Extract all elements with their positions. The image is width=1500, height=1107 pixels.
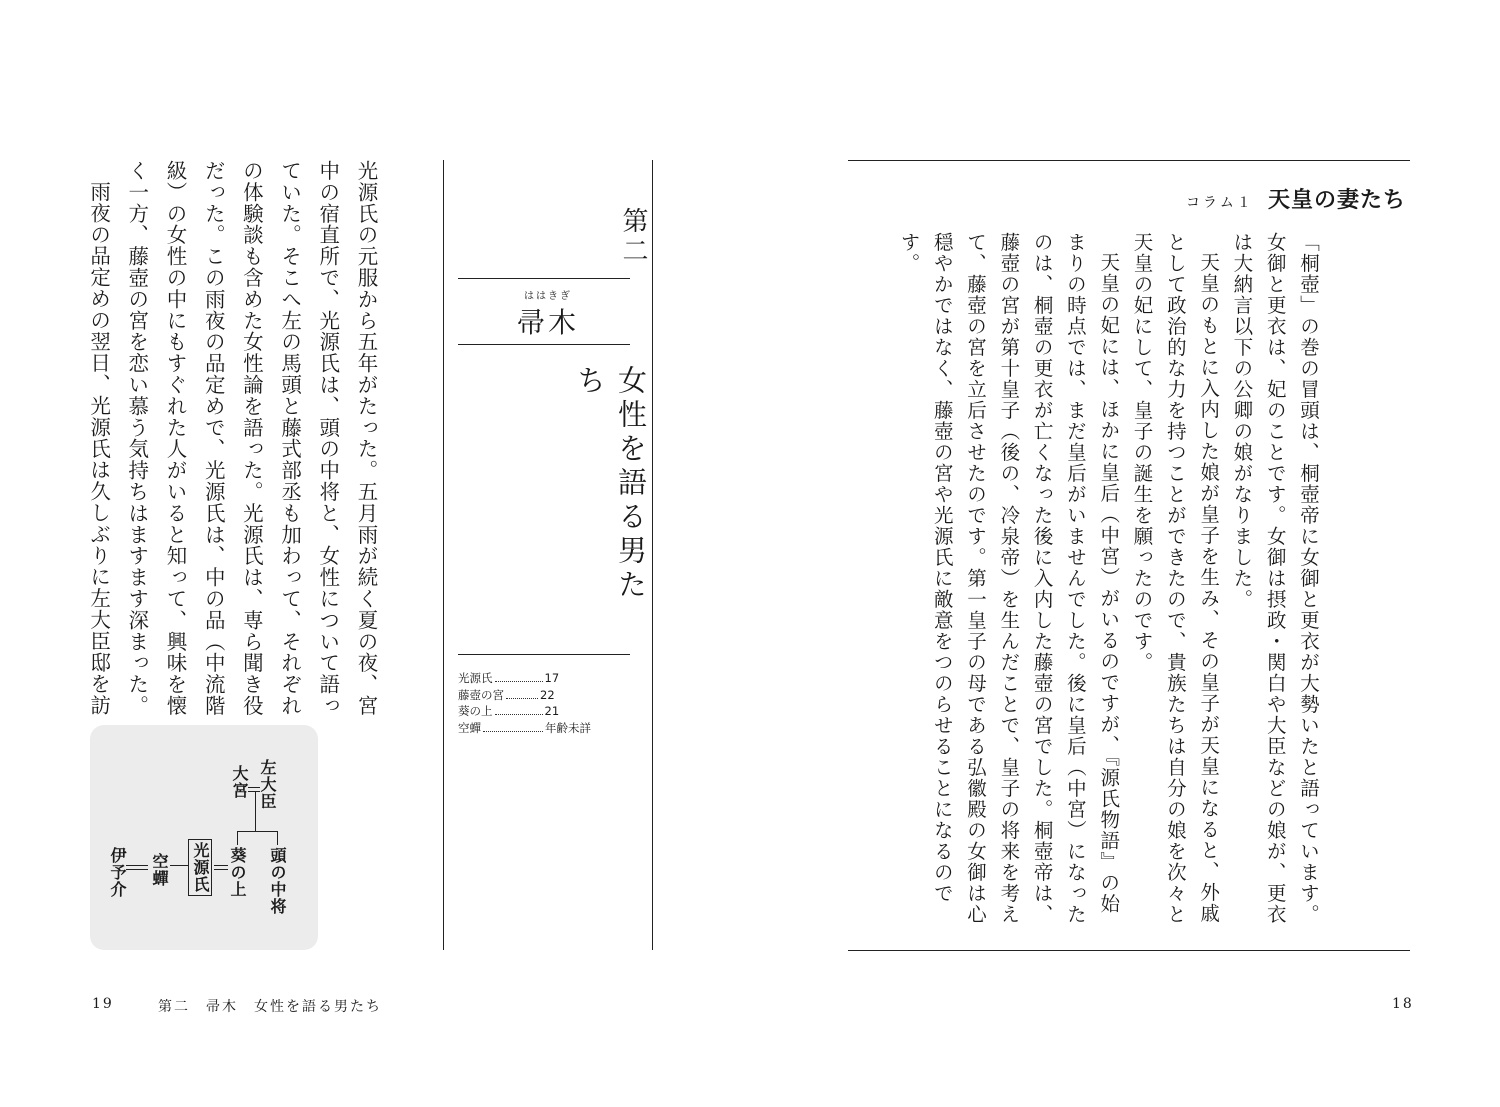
chapter-number: 第二: [618, 207, 648, 267]
character-age: 17: [544, 671, 560, 685]
tree-marriage-line: [248, 787, 260, 792]
chapter-subtitle: 女性を語る男たち: [573, 365, 648, 603]
tree-link-utsusemi: [170, 865, 188, 866]
running-head: 第二 帚木 女性を語る男たち: [158, 999, 382, 1015]
tree-sibling-line: [237, 831, 277, 832]
tree-node-left-minister: 左大臣: [258, 759, 277, 810]
story-body: [70, 160, 385, 720]
tree-branch-chujo: [277, 831, 278, 845]
character-age: 22: [540, 687, 555, 702]
column-paragraph-2: 天皇のもとに入内した娘が皇子を生み、その皇子が天皇になると、外戚として政治的な力を持つことができたので、貴族たちは自分の娘を次々と天皇の妃にして、皇子の誕生を願ったのです。: [1130, 232, 1221, 925]
tree-node-to-no-chujo: 頭の中将: [268, 847, 287, 915]
story-paragraph-2: 雨夜の品定めの翌日、光源氏は久しぶりに左大臣邸を訪: [86, 180, 111, 716]
character-age: 21: [544, 704, 560, 718]
character-age: 年齢未詳: [545, 720, 591, 735]
chapter-panel: [443, 160, 653, 950]
leader-dots: [495, 714, 543, 715]
character-age-list: [458, 670, 638, 736]
character-row: [458, 670, 638, 687]
tree-branch-aoi: [237, 831, 238, 845]
chapter-name-ruby: ははきぎ: [524, 291, 572, 302]
column-paragraph-1: 「桐壺」の巻の冒頭は、桐壺帝に女御と更衣が大勢いたと語っています。女御と更衣は、妃のことです。女御は摂政・関白や大臣などの娘が、更衣は大納言以下の公卿の娘がなりました。: [1230, 232, 1320, 925]
column-body: [897, 232, 1325, 932]
leader-dots: [483, 731, 543, 732]
family-tree: [90, 725, 318, 950]
tree-node-omiya: 大宮: [230, 765, 249, 799]
column-title: 天皇の妻たち: [1268, 188, 1407, 213]
story-paragraph-1: 光源氏の元服から五年がたった。五月雨が続く夏の夜、宮中の宿直所で、光源氏は、頭の中将と、女性について語っていた。そこへ左の馬頭と藤式部丞も加わって、それぞれの体験談も含めた女性論を語った。光源氏は、専ら聞き役だった。この雨夜の品定めで、光源氏は、中の品（中流階級）の女性の中にもすぐれた人がいると知って、興味を懐く一方、藤壺の宮を恋い慕う気持ちはますます深まった。: [124, 160, 378, 717]
page-number-left: 19: [92, 996, 114, 1012]
tree-descent-line: [255, 791, 256, 831]
column-rule-top: [848, 160, 1410, 161]
character-row: [458, 703, 638, 720]
tree-node-iyo-no-suke: 伊予介: [108, 847, 127, 898]
chapter-rule-bottom: [458, 654, 630, 655]
tree-marriage-line-iyo: [126, 865, 148, 870]
leader-dots: [506, 698, 538, 699]
character-row: [458, 687, 638, 704]
character-name: 葵の上: [458, 704, 493, 718]
column-label: コラム１: [1186, 195, 1254, 211]
chapter-name: 帚木: [516, 306, 579, 339]
tree-marriage-line-genji: [214, 865, 228, 870]
character-name: 光源氏: [458, 671, 493, 685]
character-row: [458, 720, 638, 737]
tree-node-utsusemi: 空蟬: [150, 853, 169, 887]
tree-node-genji: 光源氏: [188, 839, 212, 896]
character-name: 藤壺の宮: [458, 687, 504, 702]
character-name: 空蟬: [458, 720, 481, 735]
column-rule-bottom: [848, 950, 1410, 951]
tree-node-aoi: 葵の上: [228, 847, 247, 898]
leader-dots: [495, 681, 543, 682]
chapter-rule-top: [458, 278, 630, 279]
page-number-right: 18: [1392, 996, 1414, 1012]
chapter-rule-middle: [458, 344, 630, 345]
column-paragraph-3: 天皇の妃には、ほかに皇后（中宮）がいるのですが、『源氏物語』の始まりの時点では、まだ皇后がいませんでした。後に皇后（中宮）になったのは、桐壺の更衣が亡くなった後に入内した藤壺の宮でした。桐壺帝は、藤壺の宮が第十皇子（後の、冷泉帝）を生んだことで、皇子の将来を考えて、藤壺の宮を立后させたのです。第一皇子の母である弘徽殿の女御は心穏やかではなく、藤壺の宮や光源氏に敵意をつのらせることになるのです。: [897, 232, 1121, 925]
